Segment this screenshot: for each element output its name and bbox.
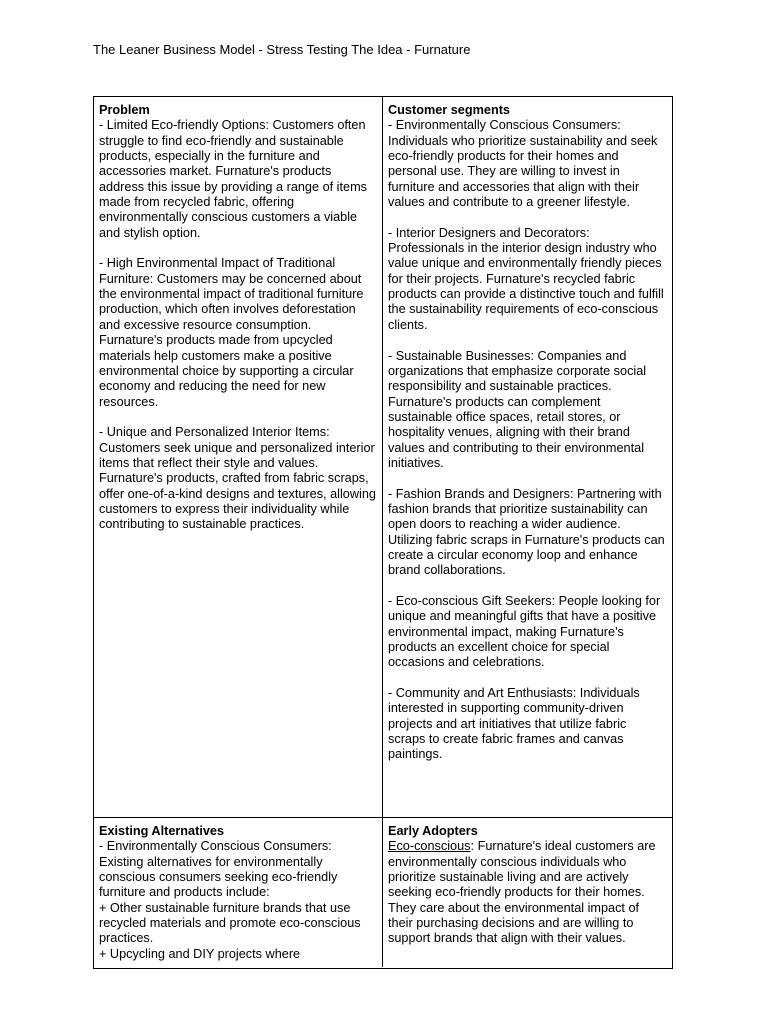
lean-canvas-table <box>93 96 673 969</box>
alternative-item: + Upcycling and DIY projects where <box>99 946 301 961</box>
segment-sustainable-businesses: - Sustainable Businesses: Companies and organizations that emphasize corporate social responsibility and sustainable practices. Furnature's products can complement sustainable office spaces, retail stores, or hospitality venues, aligning with their brand values and contributing to their environmental initiatives. <box>388 348 647 470</box>
early-adopters-lead-term: Eco-conscious <box>388 839 471 854</box>
segment-interior-designers: - Interior Designers and Decorators: Professionals in the interior design industry who value unique and environmentally friendly pieces for their projects. Furnature's recycled fabric products can provide a distinctive touch and fulfill the sustainability requirements of eco-conscious clients. <box>388 225 664 332</box>
customer-segments-title: Customer segments <box>388 103 510 117</box>
existing-alternatives-title: Existing Alternatives <box>99 824 225 838</box>
document-header: The Leaner Business Model - Stress Testing The Idea - Furnature <box>93 42 471 57</box>
problem-item-environmental-impact: - High Environmental Impact of Traditional Furniture: Customers may be concerned about the environmental impact of traditional furniture production, which often involves deforestation and excessive resource consumption. Furnature's products made from upcycled materials help customers make a positive environmental choice by supporting a circular economy and reducing the need for new resources. <box>99 256 364 409</box>
early-adopters-title: Early Adopters <box>388 824 478 838</box>
early-adopters-text: : Furnature's ideal customers are environmentally conscious individuals who prioritize sustainable living and are actively seeking eco-friendly products for their homes. They care about the environmental impact of their purchasing decisions and are willing to support brands that align with their values. <box>388 839 656 946</box>
early-adopters-description <box>388 839 667 946</box>
problem-title: Problem <box>99 103 150 117</box>
alternatives-intro: - Environmentally Conscious Consumers: Existing alternatives for environmentally conscious consumers seeking eco-friendly furniture and products include: <box>99 839 338 900</box>
segment-gift-seekers: - Eco-conscious Gift Seekers: People looking for unique and meaningful gifts that have a positive environmental impact, making Furnature's products an excellent choice for special occasions and celebrations. <box>388 594 661 670</box>
segment-art-enthusiasts: - Community and Art Enthusiasts: Individuals interested in supporting community-driven projects and art initiatives that utilize fabric scraps to create fabric frames and canvas paintings. <box>388 686 640 762</box>
alternative-item: + Other sustainable furniture brands that use recycled materials and promote eco-conscious practices. <box>99 900 361 946</box>
problem-cell <box>94 97 383 818</box>
customer-segments-cell <box>383 97 672 818</box>
segment-conscious-consumers: - Environmentally Conscious Consumers: Individuals who prioritize sustainability and seek eco-friendly products for their homes and personal use. They are willing to invest in furniture and accessories that align with their values and contribute to a greener lifestyle. <box>388 118 658 210</box>
problem-item-eco-options: - Limited Eco-friendly Options: Customers often struggle to find eco-friendly and sustainable products, especially in the furniture and accessories market. Furnature's products address this issue by providing a range of items made from recycled fabric, offering environmentally conscious customers a viable and stylish option. <box>99 118 367 240</box>
segment-fashion-brands: - Fashion Brands and Designers: Partnering with fashion brands that prioritize sustainability can open doors to reaching a wider audience. Utilizing fabric scraps in Furnature's products can create a circular economy loop and enhance brand collaborations. <box>388 486 665 578</box>
problem-item-unique-items: - Unique and Personalized Interior Items: Customers seek unique and personalized interior items that reflect their style and values. Furnature's products, crafted from fabric scraps, offer one-of-a-kind designs and textures, allowing customers to express their individuality while contributing to sustainable practices. <box>99 425 376 532</box>
early-adopters-cell <box>383 818 672 967</box>
existing-alternatives-cell <box>94 818 383 967</box>
